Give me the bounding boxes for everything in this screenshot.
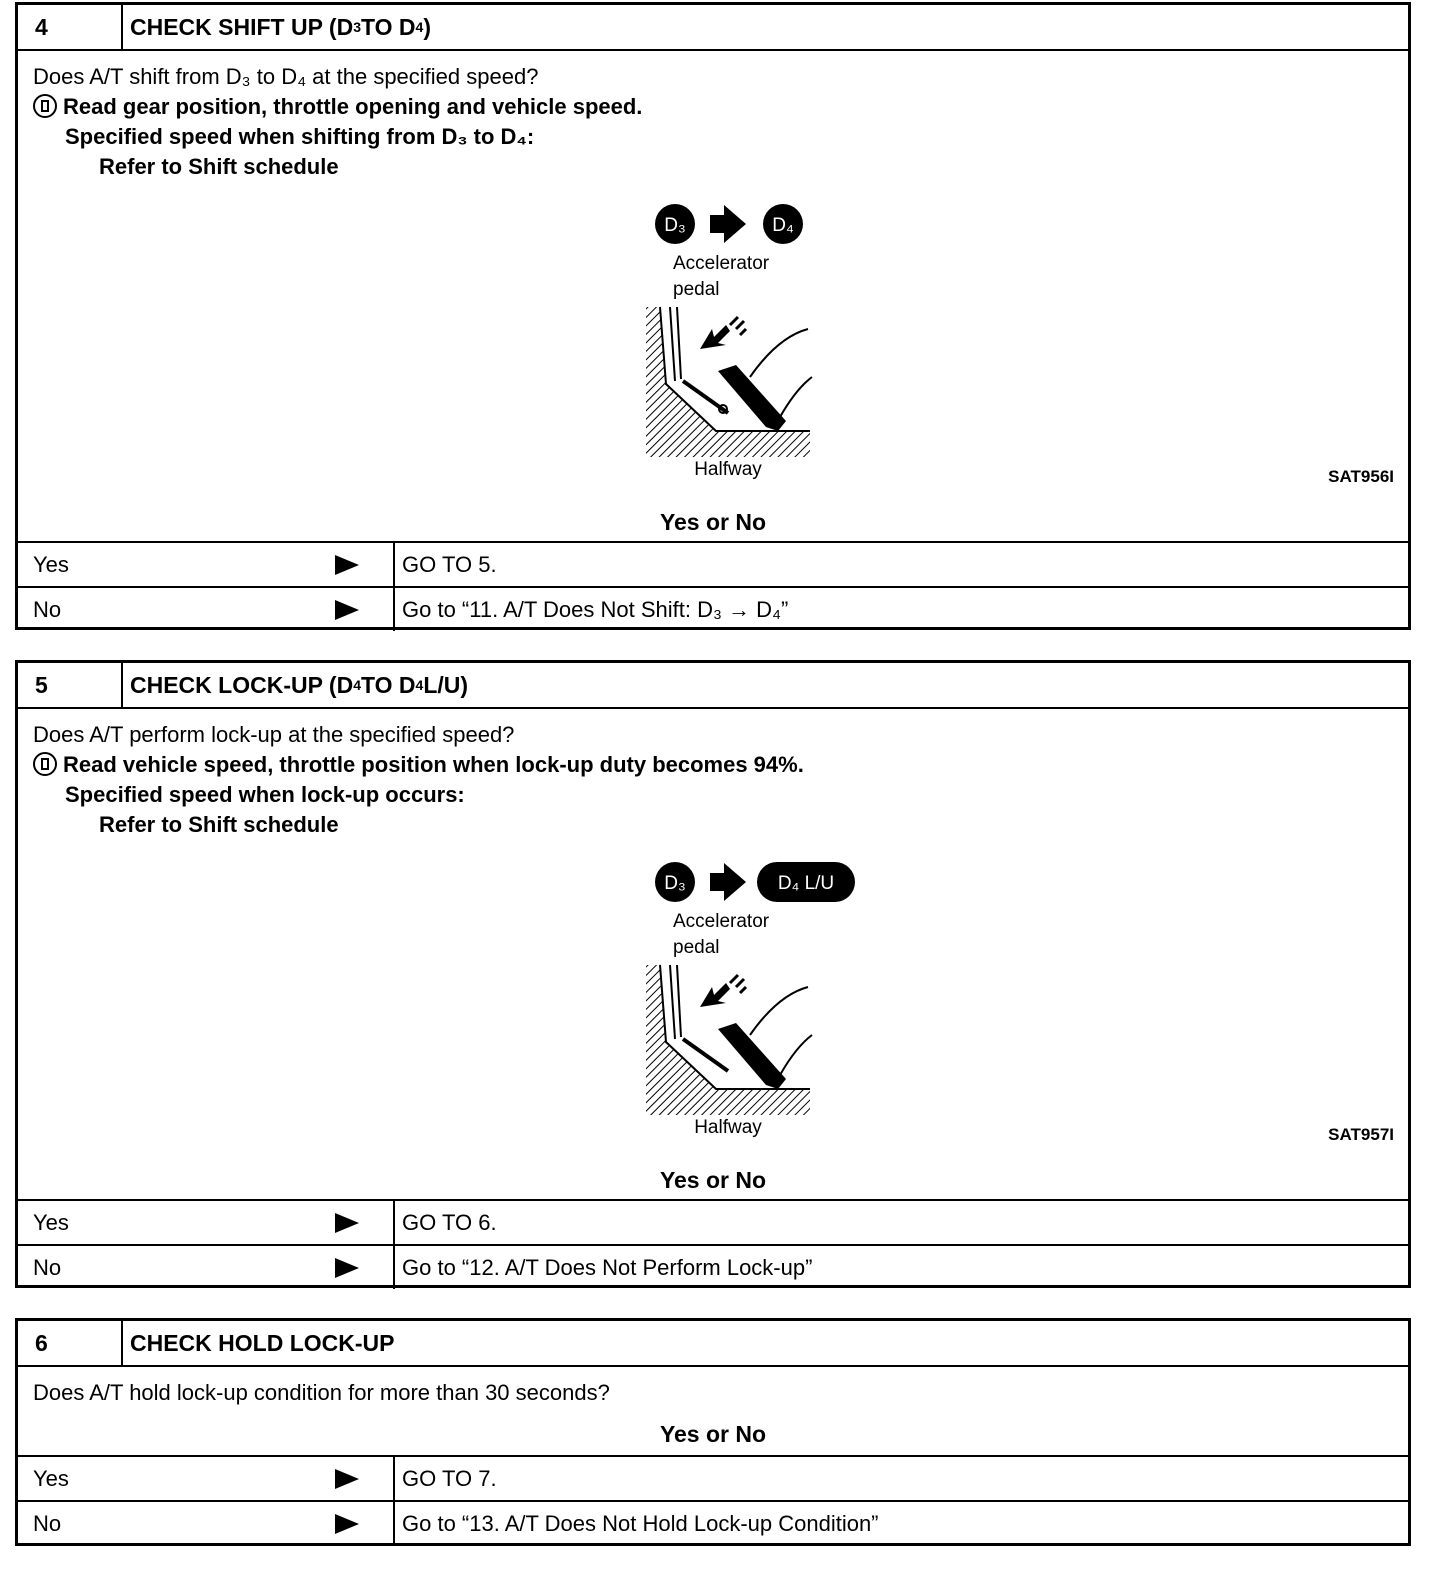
triangle-arrow-icon [335,1213,359,1233]
instruction-line: Read vehicle speed, throttle position when lock-up duty becomes 94%. [33,751,804,779]
step-number: 5 [18,663,123,707]
consult-monitor-icon [33,752,57,776]
reference-line: Refer to Shift schedule [99,812,339,837]
yes-row [18,1457,1408,1500]
no-row [18,586,1408,631]
triangle-arrow-icon [335,1258,359,1278]
yes-row [18,543,1408,586]
question-text: Does A/T hold lock-up condition for more than 30 seconds? [33,1380,610,1405]
pedal-label-1: Accelerator [673,911,770,932]
spec-line: Specified speed when lock-up occurs: [65,782,465,807]
gear-from-label: D₃ [664,873,686,894]
reference-line: Refer to Shift schedule [99,154,339,179]
gear-to-label: D₄ L/U [777,873,835,894]
question-text: Does A/T perform lock-up at the specified speed? [33,722,515,747]
step-title: CHECK LOCK-UP (D 4 TO D 4 L/U) [130,671,469,698]
yes-cell: Yes [18,1201,395,1244]
figure-code: SAT956I [1328,467,1394,486]
step-number: 4 [18,5,123,49]
yes-action: GO TO 7. [402,1465,497,1491]
spec-line: Specified speed when shifting from D₃ to D₄: [65,124,535,149]
step-5 [15,660,1411,1288]
step-title: CHECK SHIFT UP (D 3 TO D 4 ) [130,13,431,40]
step-4 [15,2,1411,630]
yes-or-no-label: Yes or No [659,1421,767,1447]
step-body [18,51,1408,543]
yes-cell: Yes [18,1457,395,1500]
step-header [18,5,1408,51]
step-header [18,663,1408,709]
triangle-arrow-icon [335,1469,359,1489]
yes-cell: Yes [18,543,395,586]
yes-row [18,1201,1408,1244]
triangle-arrow-icon [335,555,359,575]
step-title: CHECK HOLD LOCK-UP [130,1329,395,1356]
no-row [18,1244,1408,1289]
step-body [18,1367,1408,1457]
press-arrow-icon [700,325,730,349]
shift-arrow-icon [710,205,746,243]
step-6 [15,1318,1411,1546]
yes-action: GO TO 5. [402,551,497,577]
instruction-line: Read gear position, throttle opening and vehicle speed. [33,93,642,121]
no-action: Go to “12. A/T Does Not Perform Lock-up” [402,1254,813,1280]
gear-to-label: D₄ [772,215,794,236]
press-arrow-icon [700,983,730,1007]
yes-or-no-label: Yes or No [659,1167,767,1193]
no-action: Go to “11. A/T Does Not Shift: D₃ → D₄” [402,596,789,622]
accelerator-pedal-figure [628,199,828,479]
pedal-label-2: pedal [673,937,720,958]
step-header [18,1321,1408,1367]
position-label: Halfway [694,459,762,479]
pedal-label-1: Accelerator [673,253,770,274]
yes-action: GO TO 6. [402,1209,497,1235]
no-cell: No [18,1246,395,1289]
gear-from-label: D₃ [664,215,686,236]
no-row [18,1500,1408,1545]
yes-or-no-label: Yes or No [659,509,767,535]
position-label: Halfway [694,1117,762,1137]
figure-code: SAT957I [1328,1125,1394,1144]
no-action: Go to “13. A/T Does Not Hold Lock-up Condition” [402,1510,879,1536]
no-cell: No [18,588,395,631]
accelerator-pedal-figure [628,857,868,1137]
shift-arrow-icon [710,863,746,901]
question-text: Does A/T shift from D₃ to D₄ at the specified speed? [33,64,539,89]
pedal-label-2: pedal [673,279,720,300]
consult-monitor-icon [33,94,57,118]
triangle-arrow-icon [335,600,359,620]
step-body [18,709,1408,1201]
step-number: 6 [18,1321,123,1365]
no-cell: No [18,1502,395,1545]
triangle-arrow-icon [335,1514,359,1534]
